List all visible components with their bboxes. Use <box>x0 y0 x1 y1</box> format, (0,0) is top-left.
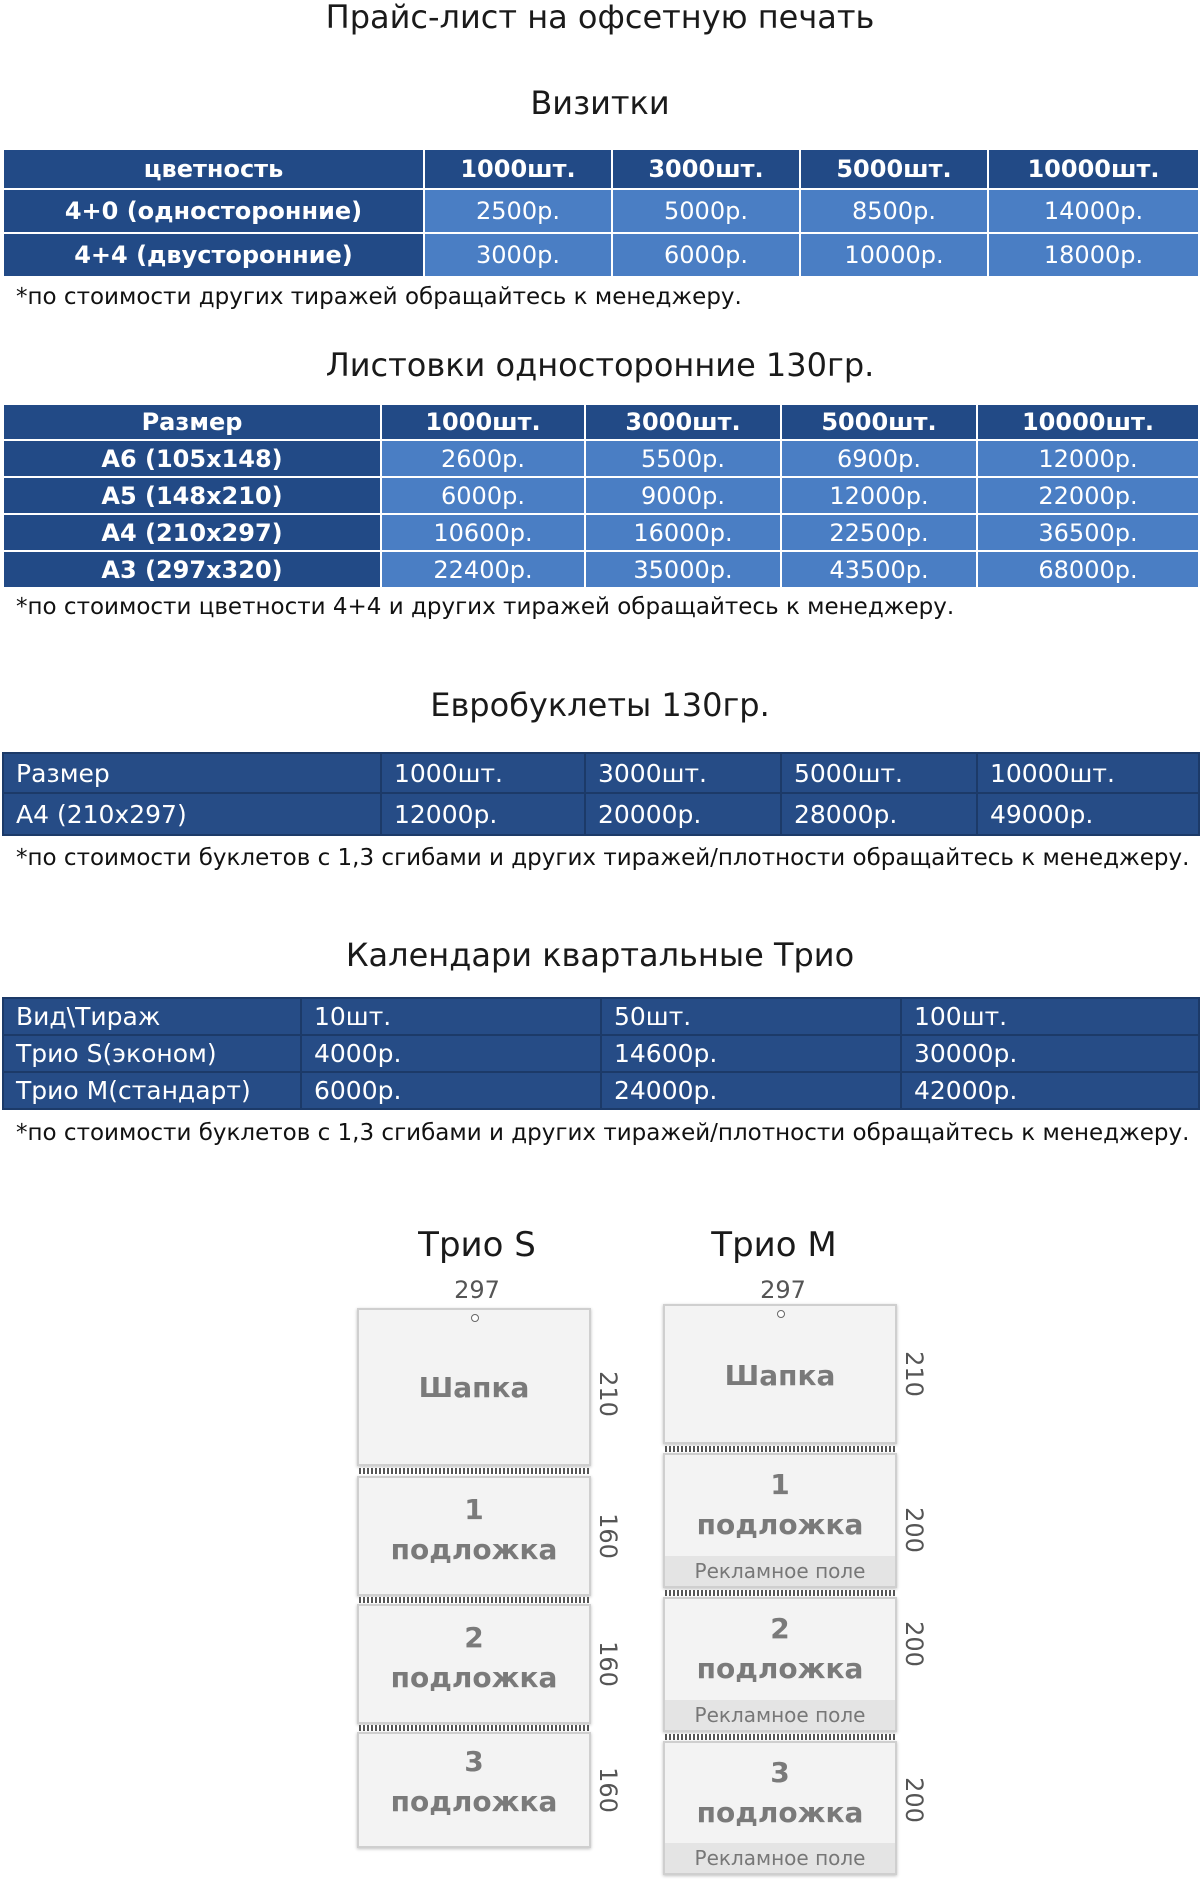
trio-s-panel-3 <box>357 1732 591 1848</box>
header-cell: 10000шт. <box>988 149 1199 189</box>
price-cell: 28000р. <box>781 793 977 835</box>
price-cell: 18000р. <box>988 233 1199 277</box>
header-cell: 50шт. <box>601 998 901 1035</box>
header-cell: 1000шт. <box>381 404 585 440</box>
trio-m-header-label: Шапка <box>724 1359 836 1392</box>
spiral-binding <box>359 1468 589 1474</box>
price-cell: 49000р. <box>977 793 1199 835</box>
kalendari-title: Календари квартальные Трио <box>345 936 855 974</box>
price-cell: 10600р. <box>381 514 585 551</box>
header-cell: 10шт. <box>301 998 601 1035</box>
header-cell: 3000шт. <box>585 753 781 793</box>
price-cell: 43500р. <box>781 551 977 588</box>
header-cell: 10000шт. <box>977 404 1199 440</box>
listovki-note: *по стоимости цветности 4+4 и других тиражей обращайтесь к менеджеру. <box>16 594 955 620</box>
spiral-binding <box>665 1590 895 1596</box>
table-header-row <box>3 998 1199 1035</box>
header-cell: 5000шт. <box>781 404 977 440</box>
vizitki-table <box>2 148 1200 278</box>
trio-m-panel-1-height: 200 <box>900 1507 928 1553</box>
trio-s-title: Трио S <box>418 1225 536 1265</box>
header-cell: Вид\Тираж <box>3 998 301 1035</box>
price-cell: 6000р. <box>301 1072 601 1109</box>
trio-s-panel-3-height: 160 <box>594 1767 622 1813</box>
header-cell: Размер <box>3 404 381 440</box>
row-label: Трио S(эконом) <box>3 1035 301 1072</box>
price-cell: 12000р. <box>781 477 977 514</box>
price-cell: 6000р. <box>612 233 800 277</box>
table-row <box>3 514 1199 551</box>
panel-label: подложка <box>696 1796 864 1829</box>
panel-number: 1 <box>770 1468 790 1501</box>
trio-m-title: Трио M <box>711 1225 837 1265</box>
table-row <box>3 440 1199 477</box>
price-cell: 2600р. <box>381 440 585 477</box>
row-label: A4 (210x297) <box>3 514 381 551</box>
header-cell: 3000шт. <box>585 404 781 440</box>
trio-m-panel-2-height: 200 <box>900 1621 928 1667</box>
header-cell: 10000шт. <box>977 753 1199 793</box>
header-cell: 5000шт. <box>800 149 988 189</box>
price-cell: 4000р. <box>301 1035 601 1072</box>
page-title: Прайс-лист на офсетную печать <box>325 0 875 36</box>
panel-label: подложка <box>390 1785 558 1818</box>
trio-s-header-panel <box>357 1308 591 1466</box>
spiral-binding <box>665 1734 895 1740</box>
header-cell: цветность <box>3 149 424 189</box>
trio-m-header-panel <box>663 1304 897 1444</box>
price-cell: 22500р. <box>781 514 977 551</box>
kalendari-table <box>2 997 1200 1110</box>
header-cell: 1000шт. <box>424 149 612 189</box>
table-header-row <box>3 149 1199 189</box>
trio-s-header-height: 210 <box>594 1371 622 1417</box>
eurobuklety-table <box>2 752 1200 836</box>
panel-number: 2 <box>464 1621 484 1654</box>
spiral-binding <box>359 1725 589 1731</box>
price-cell: 8500р. <box>800 189 988 233</box>
table-row <box>3 477 1199 514</box>
row-label: A4 (210x297) <box>3 793 381 835</box>
price-cell: 5500р. <box>585 440 781 477</box>
panel-label: подложка <box>390 1533 558 1566</box>
row-label: Трио M(стандарт) <box>3 1072 301 1109</box>
trio-s-header-label: Шапка <box>418 1371 530 1404</box>
trio-m-width-label: 297 <box>760 1276 806 1304</box>
panel-number: 3 <box>464 1745 484 1778</box>
price-cell: 6900р. <box>781 440 977 477</box>
price-cell: 14000р. <box>988 189 1199 233</box>
trio-m-panel-3 <box>663 1741 897 1875</box>
panel-number: 1 <box>464 1493 484 1526</box>
panel-label: подложка <box>696 1508 864 1541</box>
price-cell: 22000р. <box>977 477 1199 514</box>
vizitki-note: *по стоимости других тиражей обращайтесь к менеджеру. <box>16 284 742 310</box>
price-cell: 12000р. <box>381 793 585 835</box>
table-header-row <box>3 753 1199 793</box>
listovki-table <box>2 403 1200 589</box>
price-cell: 36500р. <box>977 514 1199 551</box>
eurobuklety-title: Еврoбуклеты 130гр. <box>430 686 770 724</box>
panel-label: подложка <box>390 1661 558 1694</box>
price-cell: 35000р. <box>585 551 781 588</box>
ad-field: Рекламное поле <box>665 1843 895 1873</box>
row-label: A5 (148x210) <box>3 477 381 514</box>
trio-m-header-height: 210 <box>900 1351 928 1397</box>
price-cell: 5000р. <box>612 189 800 233</box>
spiral-binding <box>359 1597 589 1603</box>
row-label: 4+0 (односторонние) <box>3 189 424 233</box>
eurobuklety-note: *по стоимости буклетов с 1,3 сгибами и других тиражей/плотности обращайтесь к менеджеру. <box>16 845 1190 871</box>
vizitki-title: Визитки <box>530 84 670 122</box>
ad-field: Рекламное поле <box>665 1556 895 1586</box>
trio-m-panel-1 <box>663 1453 897 1588</box>
row-label: 4+4 (двусторонние) <box>3 233 424 277</box>
table-header-row <box>3 404 1199 440</box>
price-cell: 14600р. <box>601 1035 901 1072</box>
header-cell: 5000шт. <box>781 753 977 793</box>
table-row <box>3 551 1199 588</box>
header-cell: 100шт. <box>901 998 1199 1035</box>
header-cell: 1000шт. <box>381 753 585 793</box>
price-cell: 22400р. <box>381 551 585 588</box>
table-row <box>3 1072 1199 1109</box>
price-cell: 30000р. <box>901 1035 1199 1072</box>
table-row <box>3 1035 1199 1072</box>
hanging-hole <box>471 1314 479 1322</box>
trio-s-width-label: 297 <box>454 1276 500 1304</box>
price-cell: 16000р. <box>585 514 781 551</box>
ad-field: Рекламное поле <box>665 1700 895 1730</box>
price-cell: 3000р. <box>424 233 612 277</box>
kalendari-note: *по стоимости буклетов с 1,3 сгибами и других тиражей/плотности обращайтесь к менеджеру. <box>16 1120 1190 1146</box>
panel-label: подложка <box>696 1652 864 1685</box>
panel-number: 3 <box>770 1756 790 1789</box>
trio-s-panel-1-height: 160 <box>594 1513 622 1559</box>
trio-s-panel-1 <box>357 1476 591 1596</box>
row-label: A3 (297x320) <box>3 551 381 588</box>
header-cell: Размер <box>3 753 381 793</box>
price-cell: 20000р. <box>585 793 781 835</box>
header-cell: 3000шт. <box>612 149 800 189</box>
table-row <box>3 233 1199 277</box>
price-cell: 24000р. <box>601 1072 901 1109</box>
price-cell: 42000р. <box>901 1072 1199 1109</box>
price-cell: 10000р. <box>800 233 988 277</box>
trio-m-panel-2 <box>663 1597 897 1732</box>
price-cell: 12000р. <box>977 440 1199 477</box>
price-cell: 68000р. <box>977 551 1199 588</box>
price-cell: 2500р. <box>424 189 612 233</box>
table-row <box>3 189 1199 233</box>
trio-s-panel-2 <box>357 1604 591 1724</box>
table-row <box>3 793 1199 835</box>
trio-m-panel-3-height: 200 <box>900 1777 928 1823</box>
listovki-title: Листовки односторонние 130гр. <box>325 346 875 384</box>
trio-s-panel-2-height: 160 <box>594 1641 622 1687</box>
price-cell: 9000р. <box>585 477 781 514</box>
hanging-hole <box>777 1310 785 1318</box>
panel-number: 2 <box>770 1612 790 1645</box>
spiral-binding <box>665 1446 895 1452</box>
price-cell: 6000р. <box>381 477 585 514</box>
row-label: A6 (105x148) <box>3 440 381 477</box>
